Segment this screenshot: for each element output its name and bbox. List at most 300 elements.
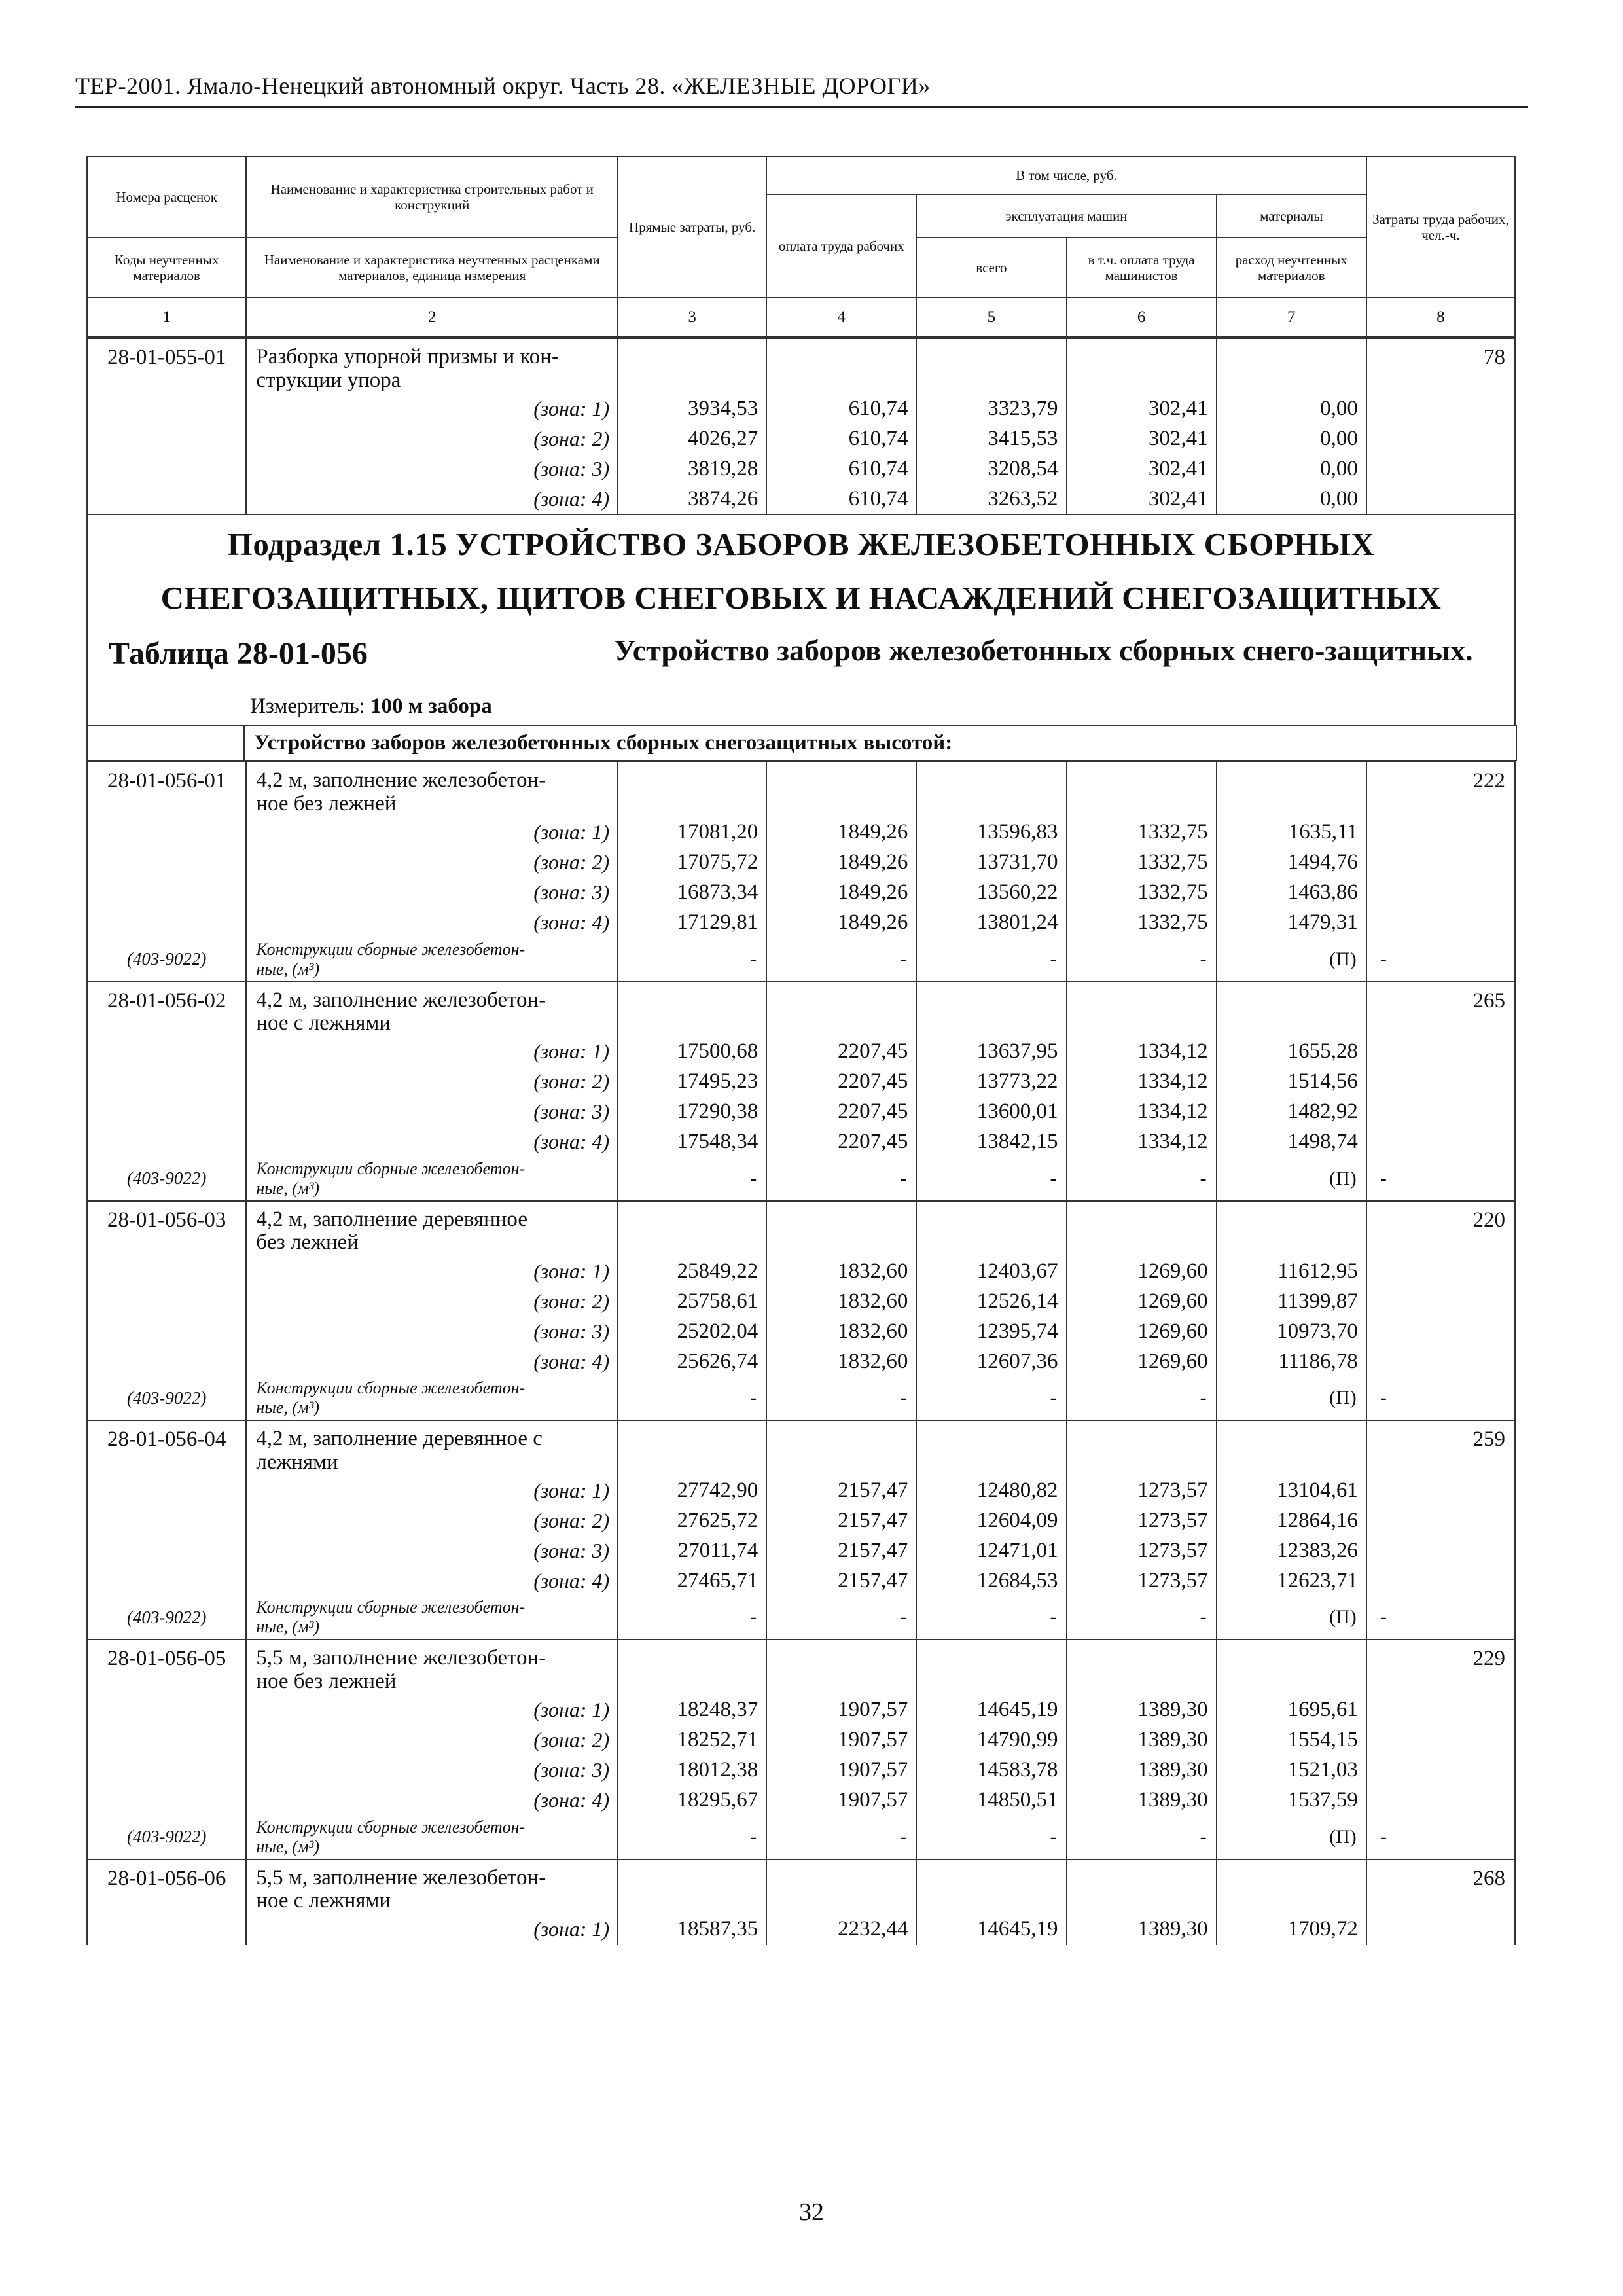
price-value: 1334,12	[1067, 1037, 1217, 1067]
material-value: -	[766, 938, 916, 981]
price-value: 1907,57	[766, 1695, 916, 1725]
price-value: 2207,45	[766, 1067, 916, 1097]
rate-name-line: ное без лежней	[256, 791, 397, 816]
rate-item	[86, 1200, 1516, 1420]
price-value: 3208,54	[916, 454, 1066, 484]
price-value: 1463,86	[1217, 878, 1366, 908]
rate-name-line: ное без лежней	[256, 1669, 397, 1693]
empty-cell	[766, 762, 916, 817]
price-value: 25849,22	[618, 1256, 766, 1286]
material-value: -	[1067, 1816, 1217, 1859]
material-value: -	[766, 1157, 916, 1200]
subsection-title-line: Подраздел 1.15 УСТРОЙСТВО ЗАБОРОВ ЖЕЛЕЗОБЕТОННЫХ СБОРНЫХ	[227, 526, 1375, 563]
empty-cell	[1217, 338, 1366, 393]
meter-line	[88, 688, 1514, 725]
zone-label: (зона: 2)	[246, 1067, 618, 1097]
empty-cell	[87, 1097, 246, 1127]
empty-cell	[87, 908, 246, 938]
material-name-line: Конструкции сборные железобетон-	[256, 1158, 526, 1178]
price-value: 1635,11	[1217, 817, 1366, 848]
rate-item	[86, 981, 1516, 1200]
price-value: 1269,60	[1067, 1346, 1217, 1376]
rate-name-line: 4,2 м, заполнение деревянное	[256, 1207, 527, 1231]
rate-name	[246, 982, 618, 1037]
rate-name	[246, 1420, 618, 1475]
price-value: 302,41	[1067, 484, 1217, 514]
first-item-block	[86, 338, 1516, 514]
material-name-line: ные, (м³)	[256, 1398, 320, 1417]
empty-cell	[1067, 1640, 1217, 1695]
price-value: 1494,76	[1217, 848, 1366, 878]
col-number: 2	[246, 298, 618, 337]
zone-label: (зона: 4)	[246, 484, 618, 514]
price-value: 1554,15	[1217, 1725, 1366, 1755]
empty-cell	[766, 1201, 916, 1256]
material-value: -	[618, 938, 766, 981]
price-value: 11186,78	[1217, 1346, 1366, 1376]
rate-code: 28-01-056-05	[87, 1640, 246, 1695]
rate-name-line: 5,5 м, заполнение железобетон-	[256, 1865, 546, 1890]
rate-code: 28-01-056-03	[87, 1201, 246, 1256]
empty-cell	[87, 1037, 246, 1067]
machinists-pay-header: в т.ч. оплата труда машинистов	[1067, 238, 1217, 298]
price-value: 12684,53	[916, 1566, 1066, 1596]
subsection-title	[88, 515, 1514, 625]
price-value: 1332,75	[1067, 817, 1217, 848]
price-value: 610,74	[766, 484, 916, 514]
rate-item	[86, 338, 1516, 514]
price-value: 14645,19	[916, 1914, 1066, 1945]
rate-name	[246, 762, 618, 817]
price-value: 1907,57	[766, 1785, 916, 1816]
price-value: 17290,38	[618, 1097, 766, 1127]
price-value: 1849,26	[766, 848, 916, 878]
material-name-line: Конструкции сборные железобетон-	[256, 939, 526, 959]
labor-cost: 220	[1366, 1201, 1515, 1376]
price-value: 17548,34	[618, 1127, 766, 1157]
price-value: 1334,12	[1067, 1067, 1217, 1097]
price-value: 1332,75	[1067, 878, 1217, 908]
empty-cell	[1217, 982, 1366, 1037]
price-value: 12864,16	[1217, 1505, 1366, 1535]
material-code: (403-9022)	[87, 1596, 246, 1639]
price-value: 13773,22	[916, 1067, 1066, 1097]
material-value: -	[1366, 938, 1515, 981]
price-value: 12383,26	[1217, 1535, 1366, 1566]
rate-name-line: 5,5 м, заполнение железобетон-	[256, 1646, 546, 1670]
price-value: 3874,26	[618, 484, 766, 514]
price-value: 16873,34	[618, 878, 766, 908]
price-value: 17500,68	[618, 1037, 766, 1067]
price-value: 14583,78	[916, 1755, 1066, 1785]
material-value: -	[618, 1157, 766, 1200]
rate-name	[246, 1859, 618, 1914]
machines-header: эксплуатация машин	[916, 194, 1216, 238]
material-value: (П)	[1217, 938, 1366, 981]
price-value: 0,00	[1217, 393, 1366, 423]
group-heading-spacer	[87, 725, 244, 761]
price-value: 1832,60	[766, 1346, 916, 1376]
zone-label: (зона: 1)	[246, 1475, 618, 1505]
empty-cell	[916, 1640, 1066, 1695]
price-value: 302,41	[1067, 393, 1217, 423]
empty-cell	[87, 1566, 246, 1596]
empty-cell	[87, 393, 246, 423]
price-value: 27465,71	[618, 1566, 766, 1596]
price-value: 27011,74	[618, 1535, 766, 1566]
material-value: -	[1366, 1816, 1515, 1859]
empty-cell	[618, 982, 766, 1037]
running-header: ТЕР-2001. Ямало-Ненецкий автономный округ. Часть 28. «ЖЕЛЕЗНЫЕ ДОРОГИ»	[75, 73, 931, 99]
col-number: 7	[1217, 298, 1366, 337]
material-value: -	[916, 938, 1066, 981]
empty-cell	[87, 1127, 246, 1157]
price-value: 2207,45	[766, 1037, 916, 1067]
empty-cell	[87, 423, 246, 454]
group-heading-row	[86, 725, 1517, 761]
empty-cell	[87, 817, 246, 848]
empty-cell	[916, 982, 1066, 1037]
price-value: 12607,36	[916, 1346, 1066, 1376]
rate-name-line: Разборка упорной призмы и кон-	[256, 345, 559, 368]
zone-label: (зона: 3)	[246, 1097, 618, 1127]
empty-cell	[1067, 982, 1217, 1037]
price-value: 1273,57	[1067, 1475, 1217, 1505]
price-value: 13801,24	[916, 908, 1066, 938]
empty-cell	[766, 1640, 916, 1695]
rate-name-line: ное с лежнями	[256, 1889, 391, 1913]
price-value: 18295,67	[618, 1785, 766, 1816]
table-caption	[88, 625, 1514, 688]
material-name-line: Конструкции сборные железобетон-	[256, 1378, 526, 1398]
col-number: 3	[618, 298, 766, 337]
price-value: 12604,09	[916, 1505, 1066, 1535]
price-value: 1482,92	[1217, 1097, 1366, 1127]
material-code: (403-9022)	[87, 1157, 246, 1200]
empty-cell	[1217, 1420, 1366, 1475]
rate-code: 28-01-056-02	[87, 982, 246, 1037]
subsection-box	[86, 514, 1516, 726]
price-value: 12526,14	[916, 1286, 1066, 1316]
price-value: 1849,26	[766, 817, 916, 848]
material-name-line: ные, (м³)	[256, 1178, 320, 1198]
zone-label: (зона: 1)	[246, 1695, 618, 1725]
empty-cell	[1217, 762, 1366, 817]
material-name-line: ные, (м³)	[256, 1837, 320, 1856]
zone-label: (зона: 3)	[246, 878, 618, 908]
price-value: 1389,30	[1067, 1755, 1217, 1785]
price-value: 1655,28	[1217, 1037, 1366, 1067]
empty-cell	[916, 1420, 1066, 1475]
price-value: 18248,37	[618, 1695, 766, 1725]
price-value: 1479,31	[1217, 908, 1366, 938]
price-value: 13104,61	[1217, 1475, 1366, 1505]
material-name	[246, 1376, 618, 1420]
material-name-line: Конструкции сборные железобетон-	[256, 1817, 526, 1837]
zone-label: (зона: 4)	[246, 1566, 618, 1596]
price-value: 0,00	[1217, 423, 1366, 454]
machines-total-header: всего	[916, 238, 1066, 298]
zone-label: (зона: 2)	[246, 848, 618, 878]
price-value: 1832,60	[766, 1256, 916, 1286]
col-number: 6	[1067, 298, 1217, 337]
header-rule	[75, 106, 1528, 108]
price-value: 10973,70	[1217, 1316, 1366, 1346]
empty-cell	[87, 1725, 246, 1755]
col-number: 1	[87, 298, 246, 337]
col-code-header: Номера расценок	[87, 156, 246, 238]
table-header	[86, 156, 1516, 338]
empty-cell	[618, 1420, 766, 1475]
price-value: 610,74	[766, 393, 916, 423]
empty-cell	[1217, 1859, 1366, 1914]
empty-cell	[766, 338, 916, 393]
rate-name-line: 4,2 м, заполнение железобетон-	[256, 988, 546, 1012]
material-value: -	[766, 1596, 916, 1639]
price-value: 2157,47	[766, 1566, 916, 1596]
price-value: 302,41	[1067, 454, 1217, 484]
price-value: 17495,23	[618, 1067, 766, 1097]
price-value: 12623,71	[1217, 1566, 1366, 1596]
materials-header: материалы	[1217, 194, 1366, 238]
rate-item	[86, 1859, 1516, 1945]
price-value: 1269,60	[1067, 1256, 1217, 1286]
price-value: 11399,87	[1217, 1286, 1366, 1316]
zone-label: (зона: 2)	[246, 423, 618, 454]
price-value: 1273,57	[1067, 1505, 1217, 1535]
rate-name	[246, 338, 618, 393]
empty-cell	[87, 1256, 246, 1286]
subsection-title-line: СНЕГОЗАЩИТНЫХ, ЩИТОВ СНЕГОВЫХ И НАСАЖДЕНИЙ СНЕГОЗАЩИТНЫХ	[160, 580, 1442, 617]
empty-cell	[87, 1505, 246, 1535]
price-value: 3819,28	[618, 454, 766, 484]
price-value: 1498,74	[1217, 1127, 1366, 1157]
empty-cell	[87, 484, 246, 514]
zone-label: (зона: 4)	[246, 908, 618, 938]
incl-header: В том числе, руб.	[766, 156, 1366, 194]
empty-cell	[618, 1859, 766, 1914]
price-value: 1332,75	[1067, 848, 1217, 878]
rate-code: 28-01-055-01	[87, 338, 246, 393]
price-value: 13596,83	[916, 817, 1066, 848]
price-value: 1907,57	[766, 1755, 916, 1785]
zone-label: (зона: 2)	[246, 1725, 618, 1755]
empty-cell	[87, 1316, 246, 1346]
material-value: -	[1067, 1376, 1217, 1420]
empty-cell	[87, 454, 246, 484]
rate-code: 28-01-056-01	[87, 762, 246, 817]
material-value: -	[1366, 1157, 1515, 1200]
material-value: -	[618, 1376, 766, 1420]
material-value: -	[916, 1157, 1066, 1200]
zone-label: (зона: 1)	[246, 1037, 618, 1067]
page-number: 32	[799, 2198, 824, 2226]
price-value: 2157,47	[766, 1535, 916, 1566]
zone-label: (зона: 2)	[246, 1505, 618, 1535]
zone-label: (зона: 3)	[246, 1535, 618, 1566]
material-name-line: Конструкции сборные железобетон-	[256, 1598, 526, 1617]
empty-cell	[916, 762, 1066, 817]
empty-cell	[618, 338, 766, 393]
price-value: 1273,57	[1067, 1535, 1217, 1566]
price-value: 14790,99	[916, 1725, 1066, 1755]
empty-cell	[766, 1859, 916, 1914]
price-value: 1521,03	[1217, 1755, 1366, 1785]
price-value: 13842,15	[916, 1127, 1066, 1157]
col-number: 8	[1366, 298, 1515, 337]
col-name-mat-header: Наименование и характеристика неучтенных расценками материалов, единица измерения	[246, 238, 618, 298]
price-value: 1389,30	[1067, 1785, 1217, 1816]
price-value: 13560,22	[916, 878, 1066, 908]
material-value: -	[916, 1816, 1066, 1859]
price-value: 610,74	[766, 454, 916, 484]
items-block	[86, 761, 1516, 1945]
col-name-header: Наименование и характеристика строительных работ и конструкций	[246, 156, 618, 238]
table-name: Устройство заборов железобетонных сборных снего-защитных.	[614, 634, 1473, 668]
empty-cell	[87, 1785, 246, 1816]
empty-cell	[87, 1914, 246, 1945]
empty-cell	[87, 1346, 246, 1376]
price-value: 302,41	[1067, 423, 1217, 454]
price-value: 0,00	[1217, 484, 1366, 514]
rate-name	[246, 1640, 618, 1695]
empty-cell	[1067, 1859, 1217, 1914]
price-value: 1849,26	[766, 908, 916, 938]
rate-name-line: 4,2 м, заполнение деревянное с	[256, 1427, 543, 1450]
empty-cell	[1067, 338, 1217, 393]
price-value: 1695,61	[1217, 1695, 1366, 1725]
rate-item	[86, 761, 1516, 980]
price-value: 18252,71	[618, 1725, 766, 1755]
price-value: 3934,53	[618, 393, 766, 423]
material-code: (403-9022)	[87, 938, 246, 981]
empty-cell	[618, 762, 766, 817]
zone-label: (зона: 4)	[246, 1785, 618, 1816]
material-value: -	[1366, 1376, 1515, 1420]
price-value: 1389,30	[1067, 1725, 1217, 1755]
price-value: 1514,56	[1217, 1067, 1366, 1097]
material-name	[246, 938, 618, 981]
group-heading: Устройство заборов железобетонных сборных снегозащитных высотой:	[244, 725, 1516, 761]
labor-pay-header: оплата труда рабочих	[766, 194, 916, 298]
empty-cell	[87, 878, 246, 908]
price-value: 12480,82	[916, 1475, 1066, 1505]
price-value: 1389,30	[1067, 1695, 1217, 1725]
material-code: (403-9022)	[87, 1376, 246, 1420]
price-value: 1269,60	[1067, 1286, 1217, 1316]
price-value: 2157,47	[766, 1475, 916, 1505]
material-name-line: ные, (м³)	[256, 1617, 320, 1637]
material-value: (П)	[1217, 1596, 1366, 1639]
price-value: 4026,27	[618, 423, 766, 454]
empty-cell	[618, 1201, 766, 1256]
material-value: -	[618, 1596, 766, 1639]
price-value: 2232,44	[766, 1914, 916, 1945]
empty-cell	[916, 1859, 1066, 1914]
table-number: Таблица 28-01-056	[109, 636, 368, 672]
price-value: 17075,72	[618, 848, 766, 878]
zone-label: (зона: 2)	[246, 1286, 618, 1316]
price-value: 3263,52	[916, 484, 1066, 514]
material-name	[246, 1816, 618, 1859]
empty-cell	[87, 1286, 246, 1316]
price-value: 1849,26	[766, 878, 916, 908]
material-name-line: ные, (м³)	[256, 959, 320, 978]
price-value: 0,00	[1217, 454, 1366, 484]
zone-label: (зона: 1)	[246, 393, 618, 423]
empty-cell	[1067, 762, 1217, 817]
empty-cell	[1217, 1640, 1366, 1695]
price-value: 3323,79	[916, 393, 1066, 423]
empty-cell	[87, 1475, 246, 1505]
rate-table-sheet	[86, 156, 1516, 1945]
price-value: 13600,01	[916, 1097, 1066, 1127]
price-value: 18012,38	[618, 1755, 766, 1785]
material-value: -	[916, 1596, 1066, 1639]
price-value: 13731,70	[916, 848, 1066, 878]
material-value: (П)	[1217, 1157, 1366, 1200]
rate-name-line: 4,2 м, заполнение железобетон-	[256, 768, 546, 793]
price-value: 1269,60	[1067, 1316, 1217, 1346]
empty-cell	[87, 1067, 246, 1097]
material-value: -	[1067, 1596, 1217, 1639]
price-value: 14850,51	[916, 1785, 1066, 1816]
price-value: 2207,45	[766, 1127, 916, 1157]
labor-cost: 259	[1366, 1420, 1515, 1596]
rate-name-line: лежнями	[256, 1450, 338, 1474]
zone-label: (зона: 3)	[246, 1755, 618, 1785]
empty-cell	[87, 1755, 246, 1785]
price-value: 2157,47	[766, 1505, 916, 1535]
labor-cost: 268	[1366, 1859, 1515, 1945]
material-code: (403-9022)	[87, 1816, 246, 1859]
empty-cell	[916, 338, 1066, 393]
rate-name-line: струкции упора	[256, 368, 401, 392]
rate-name-line: ное с лежнями	[256, 1011, 391, 1035]
empty-cell	[1067, 1201, 1217, 1256]
zone-label: (зона: 3)	[246, 1316, 618, 1346]
price-value: 25202,04	[618, 1316, 766, 1346]
rate-code: 28-01-056-06	[87, 1859, 246, 1914]
price-value: 1334,12	[1067, 1097, 1217, 1127]
rate-item	[86, 1639, 1516, 1858]
empty-cell	[87, 1535, 246, 1566]
unaccounted-header: расход неучтенных материалов	[1217, 238, 1366, 298]
zone-label: (зона: 1)	[246, 1256, 618, 1286]
price-value: 1709,72	[1217, 1914, 1366, 1945]
zone-label: (зона: 3)	[246, 454, 618, 484]
price-value: 610,74	[766, 423, 916, 454]
material-value: -	[766, 1376, 916, 1420]
price-value: 1832,60	[766, 1316, 916, 1346]
empty-cell	[1217, 1201, 1366, 1256]
price-value: 1273,57	[1067, 1566, 1217, 1596]
zone-label: (зона: 1)	[246, 1914, 618, 1945]
col-labor-header: Затраты труда рабочих, чел.-ч.	[1366, 156, 1515, 298]
material-value: -	[766, 1816, 916, 1859]
price-value: 25758,61	[618, 1286, 766, 1316]
empty-cell	[618, 1640, 766, 1695]
material-name	[246, 1157, 618, 1200]
price-value: 1537,59	[1217, 1785, 1366, 1816]
empty-cell	[766, 982, 916, 1037]
meter-label: Измеритель:	[250, 694, 365, 719]
col-direct-header: Прямые затраты, руб.	[618, 156, 766, 298]
price-value: 12403,67	[916, 1256, 1066, 1286]
material-value: (П)	[1217, 1816, 1366, 1859]
labor-cost: 78	[1366, 338, 1515, 514]
material-value: -	[916, 1376, 1066, 1420]
